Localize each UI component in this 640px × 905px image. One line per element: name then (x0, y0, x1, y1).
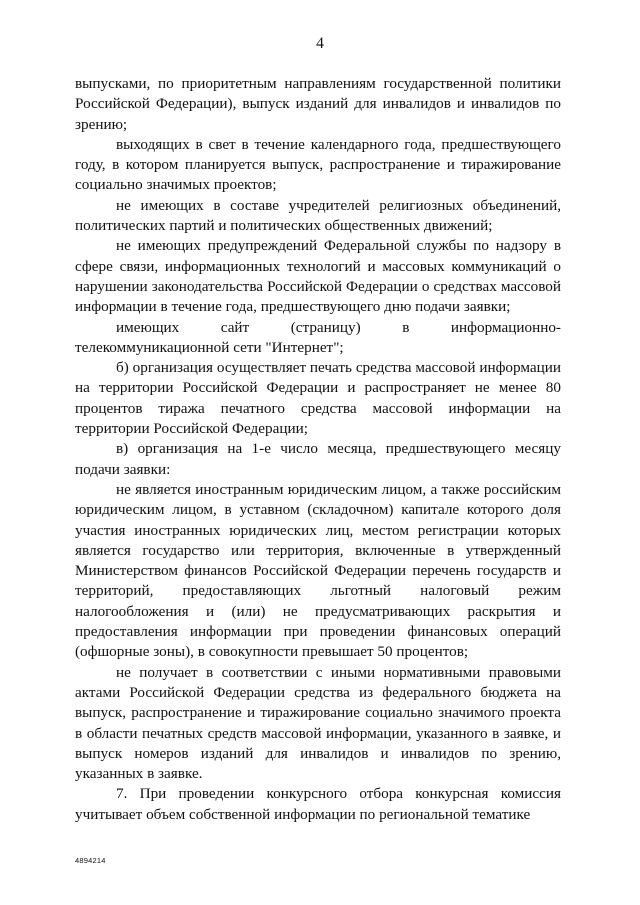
paragraph: выпусками, по приоритетным направлениям государственной политики Российской Федерации), выпуск изданий для инвалидов и инвалидов по зрению; (75, 75, 561, 133)
document-id: 4894214 (75, 856, 106, 865)
paragraph: не имеющих предупреждений Федеральной службы по надзору в сфере связи, информационных технологий и массовых коммуникаций о нарушении законодательства Российской Федерации о средствах массовой информации в течение года, предшествующего дню подачи заявки; (75, 237, 561, 316)
paragraph: 7. При проведении конкурсного отбора конкурсная комиссия учитывает объем собственной информации по региональной тематике (75, 785, 561, 823)
paragraph: не имеющих в составе учредителей религиозных объединений, политических партий и политических общественных движений; (75, 196, 561, 235)
paragraph: не является иностранным юридическим лицом, а также российским юридическим лицом, в уставном (складочном) капитале которого доля участия иностранных юридических лиц, местом регистрации которых является государство или территория, включенные в утвержденный Министерством финансов Российской Федерации перечень государств и территорий, предоставляющих льготный налоговый режим налогообложения и (или) не предусматривающих раскрытия и предоставления информации при проведении финансовых операций (офшорные зоны), в совокупности превышает 50 процентов; (75, 480, 561, 661)
document-body (75, 74, 561, 825)
paragraph: в) организация на 1-е число месяца, предшествующего месяцу подачи заявки: (75, 440, 561, 478)
paragraph: выходящих в свет в течение календарного года, предшествующего году, в котором планируется выпуск, распространение и тиражирование социально значимых проектов; (75, 135, 561, 194)
paragraph: не получает в соответствии с иными нормативными правовыми актами Российской Федерации средства из федерального бюджета на выпуск, распространение и тиражирование социально значимого проекта в области печатных средств массовой информации, указанного в заявке, и выпуск номеров изданий для инвалидов и инвалидов по зрению, указанных в заявке. (75, 663, 561, 783)
paragraph: имеющих сайт (страницу) в информационно-телекоммуникационной сети "Интернет"; (75, 318, 561, 356)
page-number: 4 (316, 35, 324, 52)
paragraph: б) организация осуществляет печать средства массовой информации на территории Российской Федерации и распространяет не менее 80 процентов тиража печатного средства массовой информации на территории Российской Федерации; (75, 359, 561, 438)
